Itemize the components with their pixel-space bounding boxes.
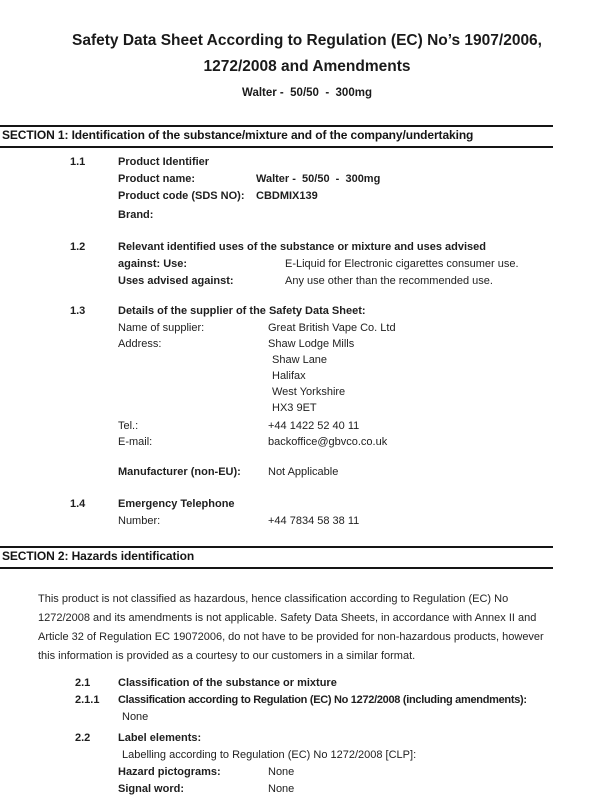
emergency-number-value: +44 7834 58 38 11 <box>268 515 360 527</box>
address-line-1: Shaw Lodge Mills <box>268 338 355 350</box>
address-line-row <box>0 353 614 369</box>
intro-line-1: This product is not classified as hazardous, hence classification according to Regulation (EC) No <box>38 593 509 605</box>
product-name-label: Product name: <box>118 173 196 185</box>
address-line-2: Shaw Lane <box>272 354 328 366</box>
uses-advised-against-row <box>0 274 614 291</box>
doc-title-line2: 1272/2008 and Amendments <box>203 58 411 75</box>
use-label: against: Use: <box>118 258 188 270</box>
uses-advised-against-value: Any use other than the recommended use. <box>285 275 493 287</box>
tel-value: +44 1422 52 40 11 <box>268 420 360 432</box>
product-code-row <box>0 189 614 206</box>
supplier-label: Name of supplier: <box>118 322 205 334</box>
item-2-2-heading-row <box>0 731 614 748</box>
product-name-value: Walter - 50/50 - 300mg <box>256 173 381 185</box>
item-2-2-number: 2.2 <box>75 732 91 744</box>
labelling-text: Labelling according to Regulation (EC) No 1272/2008 [CLP]: <box>122 749 417 761</box>
section2-intro-paragraph <box>38 590 614 666</box>
address-label: Address: <box>118 338 162 350</box>
intro-line-4: this information is provided as a courtesy to our customers in a similar format. <box>38 650 416 662</box>
address-line-3: Halifax <box>272 370 306 382</box>
item-1-3-heading-row <box>0 304 614 321</box>
section1-header: SECTION 1: Identification of the substance/mixture and of the company/undertaking <box>0 125 553 148</box>
item-2-1-1-heading-row <box>0 693 614 710</box>
manufacturer-value: Not Applicable <box>268 466 339 478</box>
address-line-row <box>0 369 614 385</box>
tel-label: Tel.: <box>118 420 139 432</box>
classification-value-row <box>0 710 614 727</box>
product-code-value: CBDMIX139 <box>256 190 318 202</box>
item-1-2-number: 1.2 <box>70 241 86 253</box>
product-title: Walter - 50/50 - 300mg <box>242 87 372 99</box>
item-2-1-number: 2.1 <box>75 677 91 689</box>
labelling-row <box>0 748 614 765</box>
supplier-row <box>0 321 614 337</box>
item-2-1-heading-row <box>0 676 614 693</box>
supplier-value: Great British Vape Co. Ltd <box>268 322 396 334</box>
hazard-pictograms-row <box>0 765 614 782</box>
manufacturer-label: Manufacturer (non-EU): <box>118 466 241 478</box>
manufacturer-row <box>0 465 614 481</box>
intro-line-3: Article 32 of Regulation EC 19072006, do not have to be provided for non-hazardous products, however <box>38 631 544 643</box>
item-1-2-title: Relevant identified uses of the substance or mixture and uses advised <box>118 241 486 253</box>
item-2-1-title: Classification of the substance or mixture <box>118 677 337 689</box>
item-1-1-heading-row <box>0 155 614 172</box>
tel-row <box>0 419 614 435</box>
address-line-5: HX3 9ET <box>272 402 317 414</box>
email-value: backoffice@gbvco.co.uk <box>268 436 388 448</box>
emergency-number-row <box>0 514 614 531</box>
doc-title <box>0 28 614 80</box>
signal-word-row <box>0 782 614 799</box>
item-1-1-number: 1.1 <box>70 156 86 168</box>
email-label: E-mail: <box>118 436 153 448</box>
item-1-3-number: 1.3 <box>70 305 86 317</box>
item-2-2-title: Label elements: <box>118 732 202 744</box>
product-code-label: Product code (SDS NO): <box>118 190 245 202</box>
use-value: E-Liquid for Electronic cigarettes consumer use. <box>285 258 519 270</box>
brand-row <box>0 208 614 225</box>
use-row <box>0 257 614 274</box>
doc-title-line1: Safety Data Sheet According to Regulation (EC) No’s 1907/2006, <box>71 32 542 49</box>
address-line-row <box>0 401 614 417</box>
item-2-1-1-title: Classification according to Regulation (EC) No 1272/2008 (including amendments): <box>118 694 527 706</box>
address-line-row <box>0 385 614 401</box>
product-name-row <box>0 172 614 189</box>
section2-header: SECTION 2: Hazards identification <box>0 546 553 569</box>
item-1-2-heading-row <box>0 240 614 257</box>
address-line-4: West Yorkshire <box>272 386 346 398</box>
hazard-pictograms-value: None <box>268 766 295 778</box>
signal-word-value: None <box>268 783 295 795</box>
item-1-3-title: Details of the supplier of the Safety Data Sheet: <box>118 305 366 317</box>
uses-advised-against-label: Uses advised against: <box>118 275 234 287</box>
item-1-4-heading-row <box>0 497 614 514</box>
email-row <box>0 435 614 451</box>
item-1-4-title: Emergency Telephone <box>118 498 235 510</box>
brand-label: Brand: <box>118 209 154 221</box>
classification-value: None <box>122 711 149 723</box>
item-1-4-number: 1.4 <box>70 498 86 510</box>
hazard-pictograms-label: Hazard pictograms: <box>118 766 221 778</box>
address-row <box>0 337 614 353</box>
intro-line-2: 1272/2008 and its amendments is not applicable. Safety Data Sheets, in accordance with Annex II and <box>38 612 537 624</box>
emergency-number-label: Number: <box>118 515 161 527</box>
item-1-1-title: Product Identifier <box>118 156 210 168</box>
item-2-1-1-number: 2.1.1 <box>75 694 100 706</box>
signal-word-label: Signal word: <box>118 783 184 795</box>
